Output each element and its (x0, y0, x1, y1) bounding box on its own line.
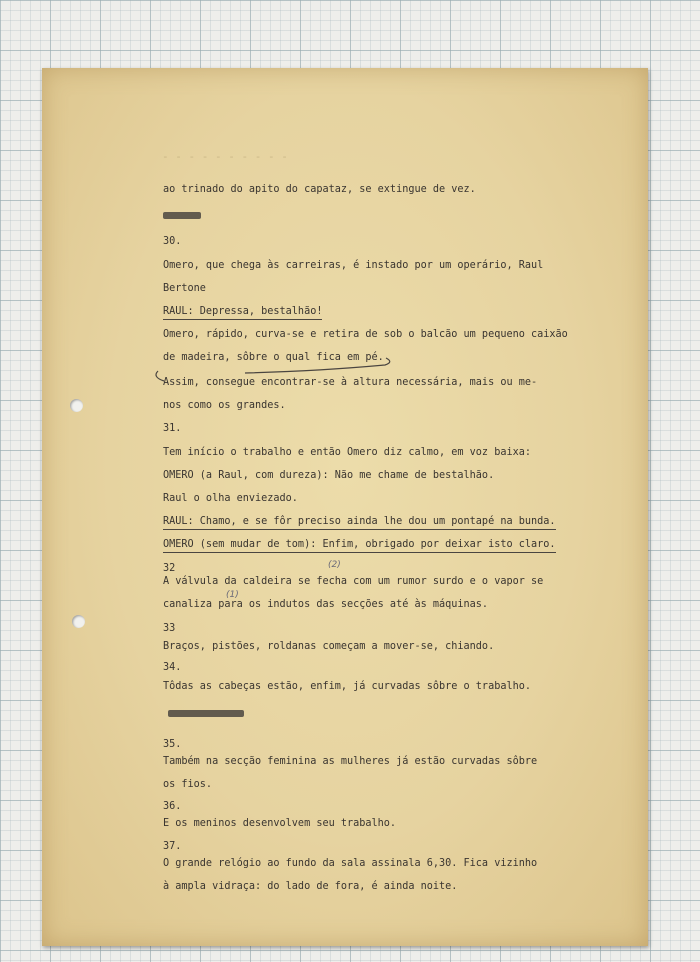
scene-number: 31. (163, 423, 182, 434)
dialogue-line: RAUL: Depressa, bestalhão! (163, 305, 322, 320)
scene-number: 34. (163, 662, 182, 673)
script-line: ao trinado do apito do capataz, se extingue de vez. (163, 184, 476, 195)
script-line: Raul o olha enviezado. (163, 493, 298, 504)
punch-hole (72, 615, 85, 628)
dialogue-line: OMERO (sem mudar de tom): Enfim, obrigado por deixar isto claro. (163, 538, 556, 553)
script-line: canaliza para os indutos das secções até às máquinas. (163, 599, 489, 610)
script-line: E os meninos desenvolvem seu trabalho. (163, 818, 397, 829)
struck-out-text (163, 212, 201, 219)
script-line: O grande relógio ao fundo da sala assinala 6,30. Fica vizinho (163, 858, 538, 869)
typewritten-page (42, 68, 648, 946)
scene-number: 33 (163, 623, 176, 634)
faded-bleed-through-text: - - - - - - - - - - (162, 150, 288, 163)
punch-hole (70, 399, 83, 412)
pencil-annotation-mark: (1) (226, 590, 239, 600)
script-line: Braços, pistões, roldanas começam a mover-se, chiando. (163, 641, 495, 652)
pencil-annotation-mark: (2) (328, 560, 341, 570)
dialogue-line: RAUL: Chamo, e se fôr preciso ainda lhe dou um pontapé na bunda. (163, 515, 556, 530)
script-line: Omero, que chega às carreiras, é instado por um operário, Raul (163, 260, 544, 271)
script-line: A válvula da caldeira se fecha com um rumor surdo e o vapor se (163, 576, 544, 587)
script-line: Bertone (163, 283, 206, 294)
script-line: Assim, consegue encontrar-se à altura necessária, mais ou me- (163, 377, 538, 388)
script-line: Tôdas as cabeças estão, enfim, já curvadas sôbre o trabalho. (163, 681, 532, 692)
scene-number: 37. (163, 841, 182, 852)
script-line: nos como os grandes. (163, 400, 286, 411)
script-line: de madeira, sôbre o qual fica em pé. (163, 352, 384, 363)
dialogue-line: OMERO (a Raul, com dureza): Não me chame de bestalhão. (163, 470, 495, 481)
script-line: Também na secção feminina as mulheres já estão curvadas sôbre (163, 756, 538, 767)
script-line: Omero, rápido, curva-se e retira de sob o balcão um pequeno caixão (163, 329, 568, 340)
script-line: Tem início o trabalho e então Omero diz calmo, em voz baixa: (163, 447, 532, 458)
scene-number: 35. (163, 739, 182, 750)
scene-number: 30. (163, 236, 182, 247)
scene-number: 36. (163, 801, 182, 812)
struck-out-text (168, 710, 244, 717)
scene-number: 32 (163, 563, 176, 574)
script-line: à ampla vidraça: do lado de fora, é ainda noite. (163, 881, 458, 892)
script-line: os fios. (163, 779, 213, 790)
